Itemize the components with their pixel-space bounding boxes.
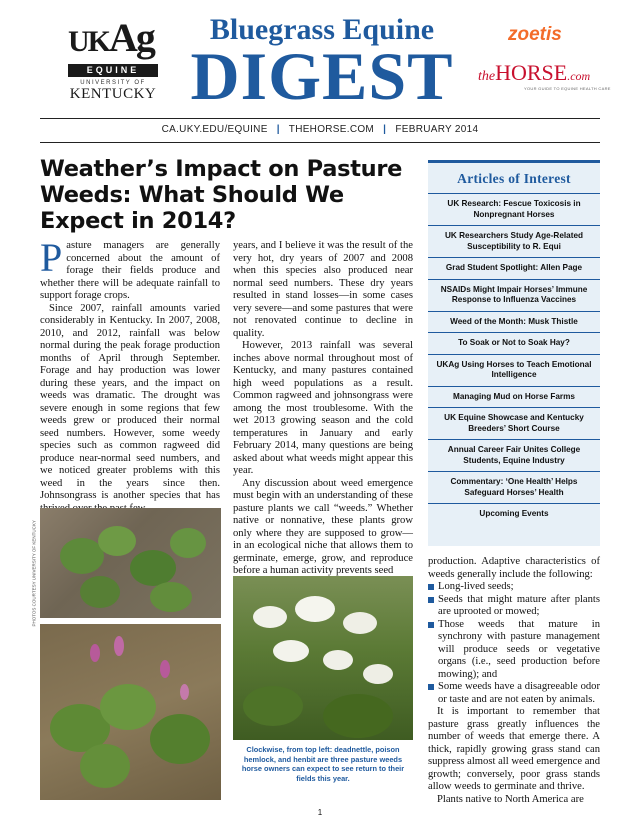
thehorse-logo: theHORSE.com YOUR GUIDE TO EQUINE HEALTH CARE (478, 60, 611, 91)
sidebar-item-fescue-toxicosis[interactable]: UK Research: Fescue Toxicosis in Nonpregnant Horses (428, 193, 600, 225)
info-line (40, 124, 600, 135)
separator: | (276, 124, 280, 135)
deadnettle-photo (40, 508, 221, 618)
sidebar-item-managing-mud[interactable]: Managing Mud on Horse Farms (428, 386, 600, 408)
paragraph: asture managers are generally concerned about the amount of forage their fields produce and whether there will be adequate rainfall to support forage crops. (40, 240, 220, 301)
sidebar-item-emotional-intelligence[interactable]: UKAg Using Horses to Teach Emotional Intelligence (428, 354, 600, 386)
paragraph: Plants native to North America are (437, 793, 584, 805)
paragraph: Any discussion about weed emergence must begin with an understanding of these pasture plants we call “weeds.” Whether native or nonnative, these plants grow only where they are supposed to grow—in an ecological niche that allows them to germinate, emerge, grow, and reproduce before a human activity prevents seed (233, 477, 413, 576)
paragraph: It is important to remember that pasture grass greatly influences the number of weeds that emerge there. A thick, rapidly growing grass stand can suppress almost all weed emergence and growth; conversely, poor grass stands allow weeds to germinate and thrive. (428, 706, 600, 792)
page-number: 1 (317, 808, 323, 817)
photo-credit: PHOTOS COURTESY UNIVERSITY OF KENTUCKY (31, 520, 37, 627)
ukag-wordmark: UKAg (68, 15, 154, 60)
header-rule-top (40, 118, 600, 119)
paragraph: years, and I believe it was the result of the very hot, dry years of 2007 and 2008 when this species also produced near normal seed numbers. These dry years resulted in stand losses—in some cases very severe—and some pastures that were not renovated continue to decline in quality. (233, 240, 413, 339)
sidebar-item-upcoming-events[interactable]: Upcoming Events (428, 503, 600, 525)
article-column-1 (40, 235, 220, 501)
list-item: Those weeds that mature in synchrony with pasture management will produce seeds or vegetative organs (i.e., seed production before mowing); and (428, 619, 600, 682)
sidebar-item-career-fair[interactable]: Annual Career Fair Unites College Students, Equine Industry (428, 439, 600, 471)
thehorse-tagline: YOUR GUIDE TO EQUINE HEALTH CARE (524, 86, 611, 91)
poison-hemlock-photo (233, 576, 413, 740)
weed-characteristics-list (428, 581, 600, 706)
sidebar-list (428, 193, 600, 525)
sidebar-item-equine-showcase[interactable]: UK Equine Showcase and Kentucky Breeders’ Short Course (428, 407, 600, 439)
sidebar-item-grad-student[interactable]: Grad Student Spotlight: Allen Page (428, 257, 600, 279)
article-headline: Weather’s Impact on Pasture Weeds: What Should We Expect in 2014? (40, 156, 403, 234)
ukag-equine-bar: EQUINE (68, 64, 158, 77)
ukag-equine-logo (68, 15, 158, 103)
list-item: Some weeds have a disagreeable odor or taste and are not eaten by animals. (428, 681, 600, 706)
articles-of-interest-sidebar (428, 160, 600, 546)
publication-title-line1: Bluegrass Equine (209, 13, 435, 46)
sidebar-title: Articles of Interest (457, 171, 571, 186)
henbit-photo (40, 624, 221, 800)
ukag-university-label: UNIVERSITY OF (80, 80, 146, 86)
issue-date: FEBRUARY 2014 (395, 124, 479, 135)
publication-title (172, 13, 472, 114)
photo-caption: Clockwise, from top left: deadnettle, poison hemlock, and henbit are three pasture weeds horse owners can expect to see return to their fields this year. (241, 745, 405, 783)
sidebar-item-soak-hay[interactable]: To Soak or Not to Soak Hay? (428, 332, 600, 354)
paragraph: Since 2007, rainfall amounts varied considerably in Kentucky. In 2007, 2008, 2010, and 2012, rainfall was below normal during the peak forage production months of April through September. Forage and hay production was lower during these years, and the impact on weeds was dramatic. The drought was severe enough in some regions that few weeds grew or produced their normal seed numbers. However, some weedy species such as common ragweed did produce near-normal seed numbers, and we noticed greater problems with this weed in the years since then. Johnsongrass is another species that has (40, 302, 220, 501)
paragraph: However, 2013 rainfall was several inches above normal throughout most of Kentucky, and many pastures contained high weed populations as a result. Common ragweed and johnsongrass were among the most troublesome. With the wet 2013 growing season and the cold temperatures in January and early February 2014, many questions are being asked about what weeds might appear this year. (233, 340, 413, 476)
article-column-2 (233, 240, 413, 576)
ukag-kentucky-label: KENTUCKY (69, 86, 157, 102)
drop-cap: P (40, 235, 63, 280)
sidebar-item-musk-thistle[interactable]: Weed of the Month: Musk Thistle (428, 311, 600, 333)
site-link-uky[interactable]: CA.UKY.EDU/EQUINE (161, 124, 268, 135)
article-column-3 (428, 556, 600, 805)
sidebar-item-nsaids[interactable]: NSAIDs Might Impair Horses’ Immune Response to Influenza Vaccines (428, 279, 600, 311)
site-link-thehorse[interactable]: THEHORSE.COM (288, 124, 375, 135)
header-rule-bottom (40, 142, 600, 143)
sidebar-item-r-equi[interactable]: UK Researchers Study Age-Related Susceptibility to R. Equi (428, 225, 600, 257)
list-item: Long-lived seeds; (428, 581, 600, 594)
sidebar-item-one-health[interactable]: Commentary: ‘One Health’ Helps Safeguard Horses’ Health (428, 471, 600, 503)
masthead (0, 0, 640, 120)
publication-title-line2: DIGEST (190, 38, 454, 114)
list-item: Seeds that might mature after plants are uprooted or mowed; (428, 594, 600, 619)
paragraph: production. Adaptive characteristics of weeds generally include the following: (428, 556, 600, 580)
zoetis-logo: zoetis (508, 24, 562, 45)
separator: | (383, 124, 387, 135)
